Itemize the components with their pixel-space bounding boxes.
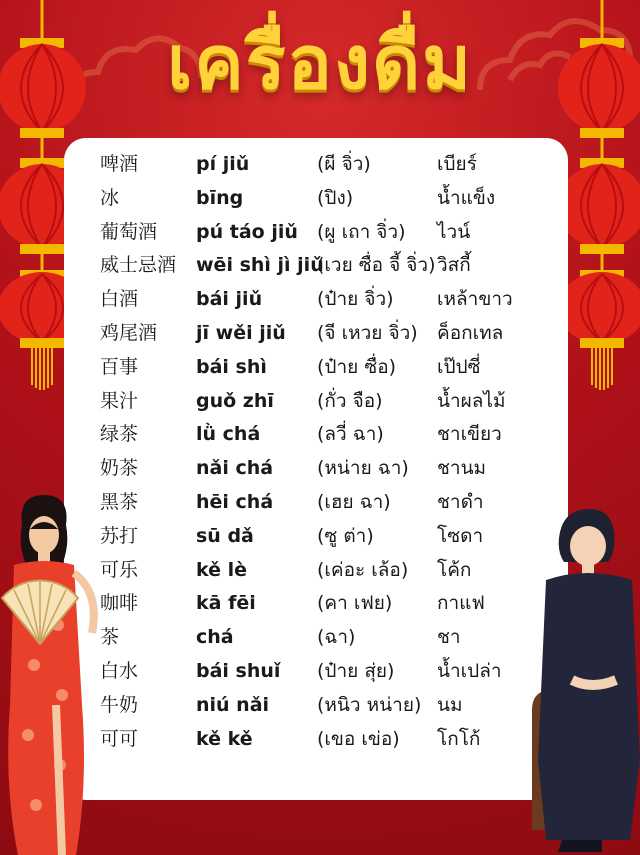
thai-meaning: ไวน์: [437, 220, 471, 243]
chinese-word: 冰: [100, 186, 120, 209]
pinyin: kě kě: [196, 727, 253, 750]
chinese-word: 鸡尾酒: [100, 321, 158, 344]
thai-reading: (ป๋าย สุ่ย): [317, 659, 395, 682]
pinyin: hēi chá: [196, 490, 274, 513]
pinyin: bīng: [196, 186, 244, 209]
thai-meaning: ชานม: [437, 457, 487, 480]
chinese-word: 茶: [100, 626, 120, 649]
pinyin: niú nǎi: [196, 693, 270, 716]
thai-meaning: น้ำผลไม้: [437, 389, 506, 412]
chinese-word: 可可: [100, 727, 139, 750]
pinyin: guǒ zhī: [196, 389, 274, 412]
list-item: [100, 587, 540, 621]
page-title: เครื่องดื่ม: [167, 20, 473, 106]
woman-cheongsam-illustration: [0, 495, 110, 855]
list-item: [100, 689, 540, 723]
pinyin: lǜ chá: [196, 423, 261, 446]
chinese-word: 白水: [100, 659, 139, 682]
thai-reading: (เฮย ฉา): [317, 490, 391, 513]
thai-reading: (ป๋าย จิ่ว): [317, 288, 394, 311]
thai-reading: (ปิง): [317, 186, 354, 209]
pinyin: pí jiǔ: [196, 153, 250, 175]
thai-reading: (ลวี่ ฉา): [317, 423, 384, 446]
chinese-word: 葡萄酒: [100, 220, 158, 243]
thai-reading: (เวย ซื่อ จี้ จิ่ว): [317, 254, 436, 277]
list-item: [100, 249, 540, 283]
list-item: [100, 418, 540, 452]
thai-meaning: โซดา: [437, 524, 484, 547]
list-item: [100, 520, 540, 554]
thai-meaning: น้ำเปล่า: [437, 659, 502, 682]
thai-reading: (กั่ว จือ): [317, 389, 383, 412]
pinyin: kā fēi: [196, 592, 256, 615]
thai-meaning: ชา: [437, 626, 461, 649]
thai-meaning: โกโก้: [437, 727, 481, 750]
thai-meaning: เหล้าขาว: [437, 288, 513, 311]
thai-meaning: ชาเขียว: [437, 423, 502, 446]
pinyin: nǎi chá: [196, 457, 274, 480]
list-item: [100, 283, 540, 317]
chinese-word: 苏打: [100, 524, 139, 547]
thai-reading: (เค่อะ เล้อ): [317, 558, 409, 581]
list-item: [100, 486, 540, 520]
list-item: [100, 452, 540, 486]
thai-meaning: ค็อกเทล: [437, 321, 504, 344]
thai-meaning: เป๊ปซี่: [437, 355, 481, 378]
pinyin: kě lè: [196, 558, 248, 581]
chinese-word: 奶茶: [100, 457, 139, 480]
list-item: [100, 621, 540, 655]
pinyin: bái jiǔ: [196, 288, 263, 311]
chinese-word: 牛奶: [100, 693, 139, 716]
thai-reading: (ผู เถา จิ่ว): [317, 220, 406, 243]
chinese-word: 威士忌酒: [100, 254, 177, 277]
thai-meaning: นม: [437, 693, 463, 716]
chinese-word: 果汁: [100, 389, 139, 412]
chinese-word: 啤酒: [100, 153, 139, 175]
man-changshan-illustration: [522, 500, 640, 855]
list-item: [100, 148, 540, 182]
list-item: [100, 216, 540, 250]
list-item: [100, 723, 540, 757]
chinese-word: 咖啡: [100, 592, 139, 615]
thai-reading: (คา เฟย): [317, 592, 393, 615]
fan-icon: [0, 578, 80, 648]
pinyin: jī wěi jiǔ: [196, 321, 286, 344]
thai-reading: (เขอ เข่อ): [317, 727, 400, 750]
thai-reading: (ป๋าย ซื่อ): [317, 355, 397, 378]
thai-reading: (ฉา): [317, 626, 356, 649]
thai-reading: (หน่าย ฉา): [317, 457, 409, 480]
thai-meaning: เบียร์: [437, 153, 477, 175]
thai-meaning: โค้ก: [437, 558, 472, 581]
thai-reading: (จี เหวย จิ่ว): [317, 321, 418, 344]
chinese-word: 可乐: [100, 558, 139, 581]
list-item: [100, 317, 540, 351]
list-item: [100, 655, 540, 689]
pinyin: sū dǎ: [196, 524, 254, 547]
thai-meaning: น้ำแข็ง: [437, 186, 496, 209]
pinyin: chá: [196, 626, 234, 649]
list-item: [100, 182, 540, 216]
chinese-word: 绿茶: [100, 423, 139, 446]
vocabulary-list: [100, 148, 540, 756]
thai-reading: (ผี จิ่ว): [317, 153, 371, 175]
chinese-word: 百事: [100, 355, 139, 378]
thai-meaning: กาแฟ: [437, 592, 485, 615]
pinyin: wēi shì jì jiǔ: [196, 254, 324, 277]
list-item: [100, 554, 540, 588]
chinese-word: 白酒: [100, 288, 139, 311]
pinyin: bái shì: [196, 355, 267, 378]
thai-meaning: ชาดำ: [437, 490, 484, 513]
list-item: [100, 351, 540, 385]
list-item: [100, 385, 540, 419]
thai-reading: (หนิว หน่าย): [317, 693, 422, 716]
chinese-word: 黑茶: [100, 490, 139, 513]
thai-meaning: วิสกี้: [437, 254, 471, 277]
pinyin: bái shuǐ: [196, 659, 281, 682]
pinyin: pú táo jiǔ: [196, 220, 298, 243]
thai-reading: (ซู ต่า): [317, 524, 374, 547]
